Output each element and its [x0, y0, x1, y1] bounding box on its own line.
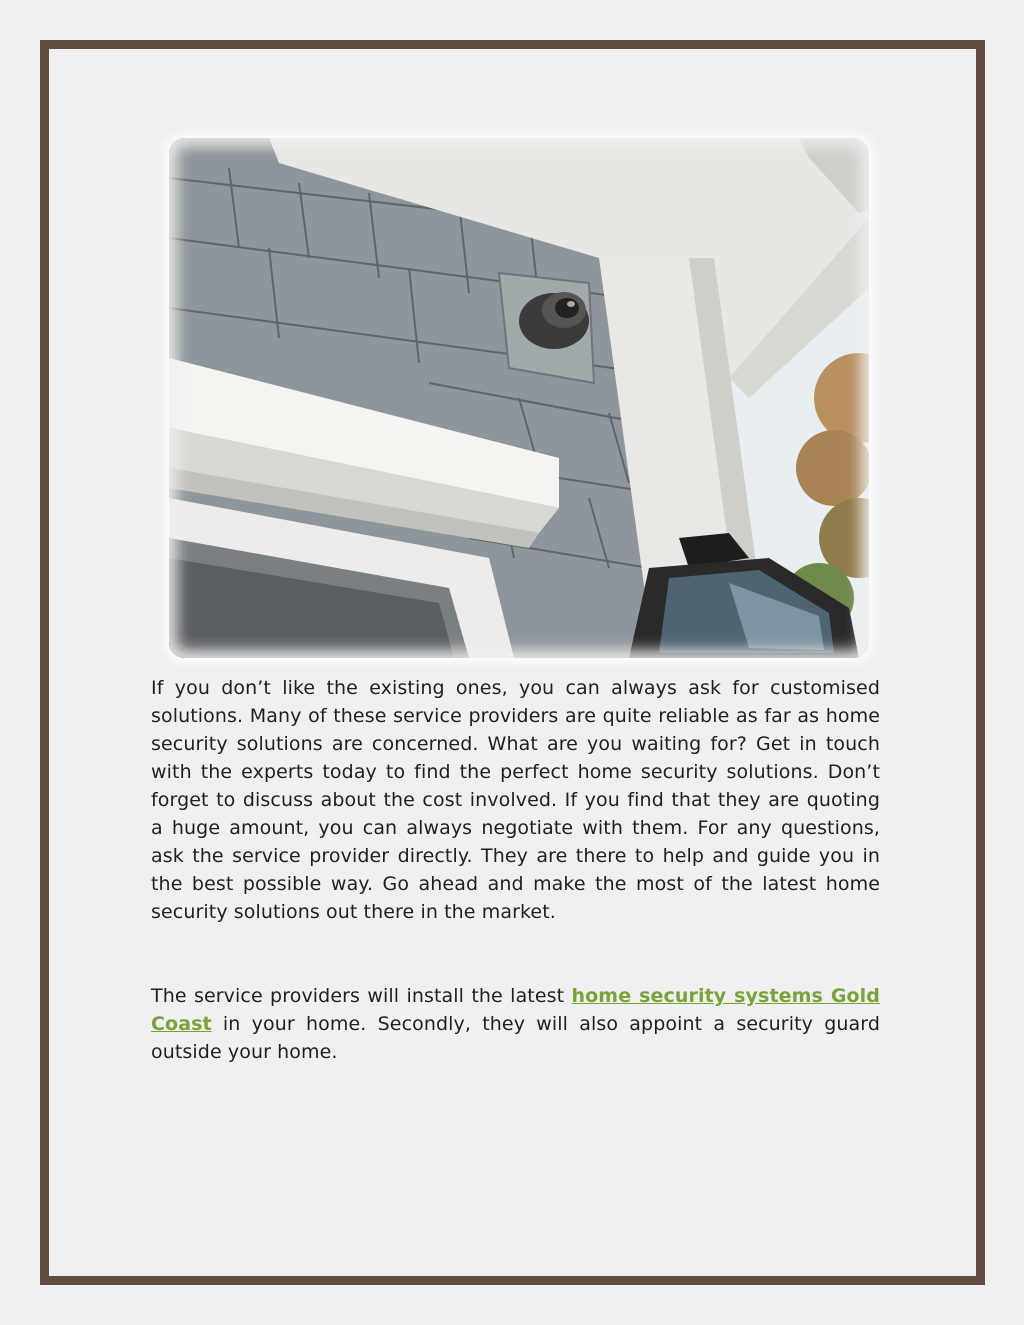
security-camera-photo — [169, 138, 869, 658]
home-security-systems-link[interactable]: home security systems Gold Coast — [151, 985, 880, 1035]
page-border-frame — [40, 40, 985, 1285]
paragraph-2-trailing-text: in your home. Secondly, they will also appoint a security guard outside your home. — [151, 1013, 880, 1063]
paragraph-2-lead-text: The service providers will install the latest — [151, 985, 572, 1007]
body-paragraph-2 — [151, 982, 880, 1066]
body-paragraph-1: If you don’t like the existing ones, you can always ask for customised solutions. Many of these service providers are quite reliable as far as home security solutions are concerned. What are you waiting for? Get in touch with the experts today to find the perfect home security solutions. Don’t forget to discuss about the cost involved. If you find that they are quoting a huge amount, you can always negotiate with them. For any questions, ask the service provider directly. They are there to help and guide you in the best possible way. Go ahead and make the most of the latest home security solutions out there in the market. — [151, 677, 880, 923]
